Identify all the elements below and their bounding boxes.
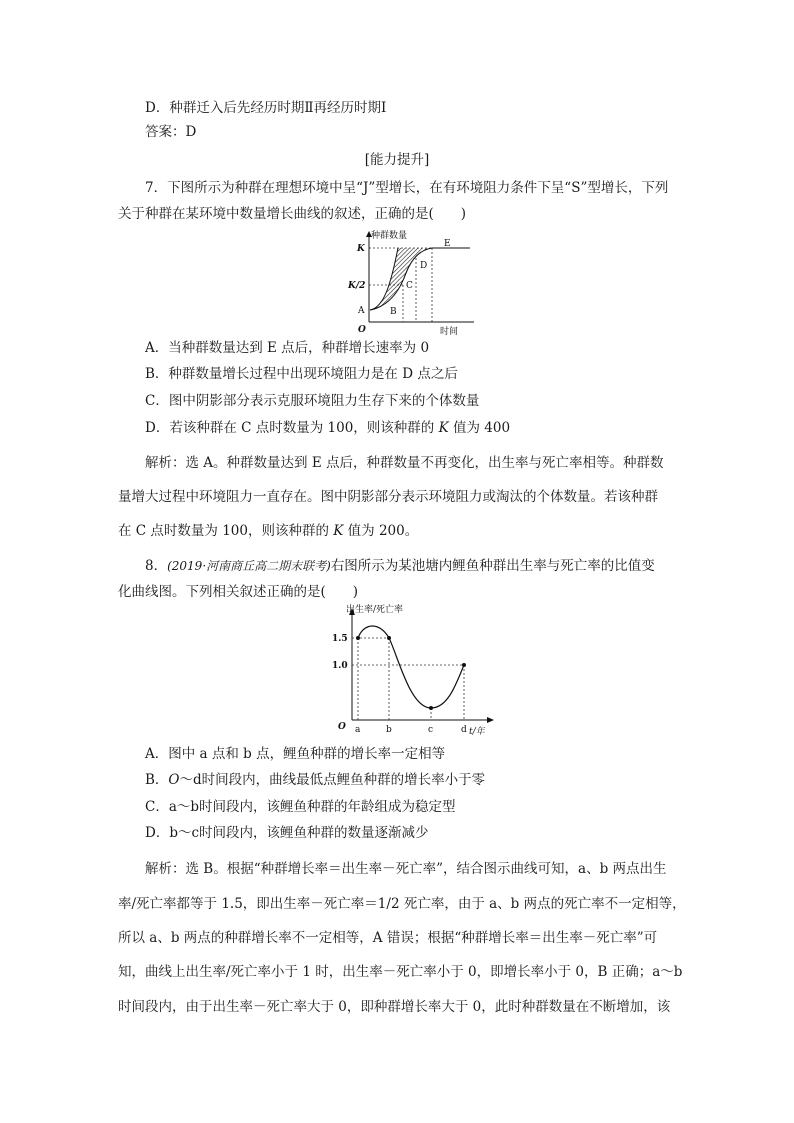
q8-origin: O <box>338 722 346 732</box>
q8-xlabel: t/年 <box>469 727 485 736</box>
q7-analysis-line3-pre: 在 C 点时数量为 100，则该种群的 <box>118 523 334 539</box>
q8-option-b-var: O <box>168 772 180 788</box>
q8-option-c: C．a～b时间段内，该鲤鱼种群的年龄组成为稳定型 <box>145 799 456 815</box>
previous-option-d: D．种群迁入后先经历时期Ⅱ再经历时期Ⅰ <box>145 100 387 116</box>
q8-point-b: b <box>386 725 392 735</box>
q7-analysis-line3 <box>118 521 418 541</box>
q8-stem-prefix: 8． <box>145 558 168 574</box>
q8-option-d: D．b～c时间段内，该鲤鱼种群的数量逐渐减少 <box>145 825 429 841</box>
q8-stem-line2: 化曲线图。下列相关叙述正确的是( ) <box>118 584 359 600</box>
q7-option-c: C．图中阴影部分表示克服环境阻力生存下来的个体数量 <box>145 393 480 409</box>
q7-option-b: B．种群数量增长过程中出现环境阻力是在 D 点之后 <box>145 366 458 382</box>
q8-analysis-line2: 率/死亡率都等于 1.5，即出生率－死亡率＝1/2 死亡率，由于 a、b 两点的死亡率不一定相等， <box>118 896 686 912</box>
q8-tick-1-0: 1.0 <box>332 661 348 671</box>
q8-option-a: A．图中 a 点和 b 点，鲤鱼种群的增长率一定相等 <box>145 746 446 762</box>
q8-point-d: d <box>461 725 467 735</box>
section-title: [能力提升] <box>364 152 430 168</box>
q7-analysis-line1: 解析：选 A。种群数量达到 E 点后，种群数量不再变化，出生率与死亡率相等。种群数 <box>145 455 664 471</box>
q7-tick-k2: K/2 <box>348 281 366 291</box>
q7-analysis-line3-post: 值为 200。 <box>343 523 419 539</box>
q7-analysis-line3-var: K <box>333 523 344 539</box>
q7-origin: O <box>358 325 366 335</box>
q8-option-b <box>145 770 485 790</box>
q8-option-b-pre: B． <box>145 772 169 788</box>
q8-analysis-line3: 所以 a、b 两点的种群增长率不一定相等，A 错误；根据“种群增长率＝出生率－死亡率”可 <box>118 930 658 946</box>
q8-point-a: a <box>355 725 361 735</box>
q8-stem-post: 右图所示为某池塘内鲤鱼种群出生率与死亡率的比值变 <box>330 558 655 574</box>
q7-xlabel: 时间 <box>440 327 459 337</box>
q7-point-b: B <box>390 307 397 317</box>
q7-option-d-post: 值为 400 <box>448 420 511 436</box>
q7-stem-line1: 7．下图所示为种群在理想环境中呈“J”型增长，在有环境阻力条件下呈“S”型增长，下列 <box>145 180 669 196</box>
q7-point-a: A <box>358 306 365 316</box>
previous-answer: 答案：D <box>145 124 197 140</box>
q8-analysis-line4: 知，曲线上出生率/死亡率小于 1 时，出生率－死亡率小于 0，即增长率小于 0，B 正确；a～b <box>118 964 683 980</box>
q7-tick-k: K <box>357 244 365 254</box>
q7-option-d <box>145 418 510 438</box>
q8-stem-line1 <box>145 556 655 576</box>
q8-source: (2019·河南商丘高二期末联考) <box>167 559 331 573</box>
q7-analysis-line2: 量增大过程中环境阻力一直存在。图中阴影部分表示环境阻力或淘汰的个体数量。若该种群 <box>118 489 658 505</box>
q8-tick-1-5: 1.5 <box>332 634 348 644</box>
q8-point-c: c <box>428 725 434 735</box>
q7-option-d-pre: D．若该种群在 C 点时数量为 100，则该种群的 <box>145 420 439 436</box>
q7-stem-line2: 关于种群在某环境中数量增长曲线的叙述，正确的是( ) <box>118 206 467 222</box>
q8-option-b-post: ～d时间段内，曲线最低点鲤鱼种群的增长率小于零 <box>179 772 486 788</box>
q8-ylabel: 出生率/死亡率 <box>346 605 404 615</box>
q7-point-e: E <box>444 239 451 249</box>
q8-analysis-line1: 解析：选 B。根据“种群增长率＝出生率－死亡率”，结合图示曲线可知，a、b 两点出生 <box>145 861 667 877</box>
q7-option-d-var: K <box>438 420 449 436</box>
q7-ylabel: 种群数量 <box>371 231 408 241</box>
q7-point-c: C <box>406 281 413 291</box>
q7-growth-curve-figure <box>340 228 480 338</box>
q8-birth-death-ratio-figure <box>330 604 500 736</box>
q7-option-a: A．当种群数量达到 E 点后，种群增长速率为 0 <box>145 340 430 356</box>
q7-point-d: D <box>420 261 428 271</box>
q8-analysis-line5: 时间段内，由于出生率－死亡率大于 0，即种群增长率大于 0，此时种群数量在不断增加，该 <box>118 999 671 1015</box>
